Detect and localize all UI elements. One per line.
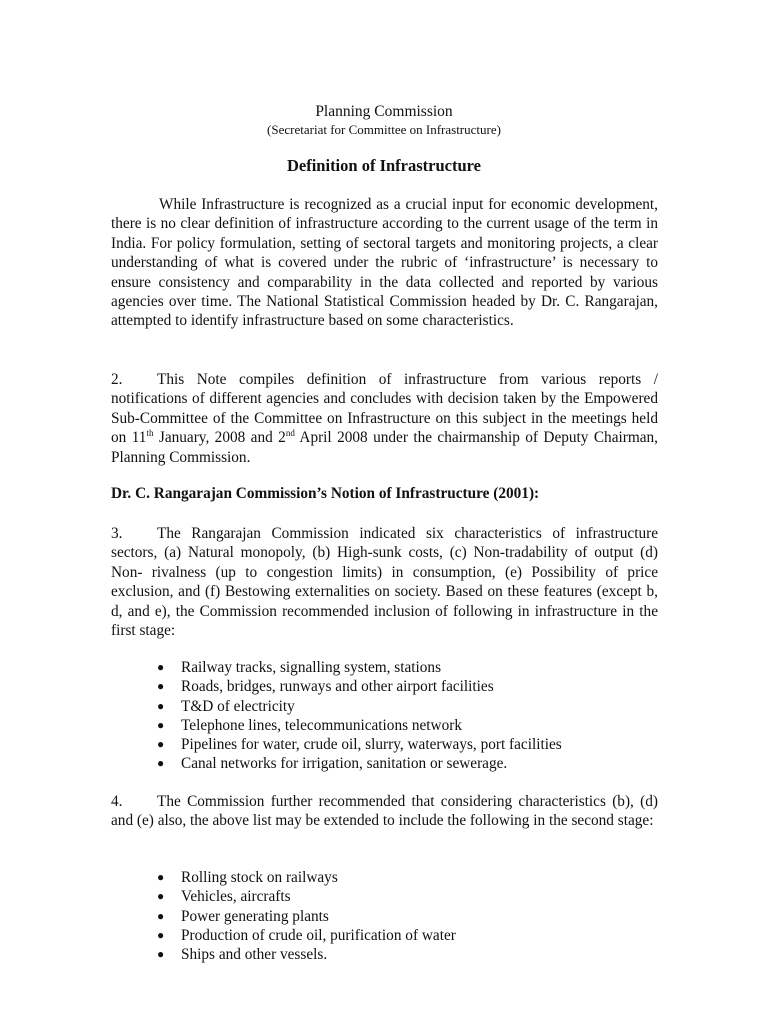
bullet-icon: ● [157,947,165,962]
bullet-icon: ● [157,927,165,942]
second-stage-list [111,868,671,964]
list-item [111,716,671,735]
paragraph-2-text-b: January, 2008 and 2 [153,429,286,447]
bullet-icon: ● [157,679,165,694]
bullet-icon: ● [157,660,165,674]
list-item [111,677,671,696]
bullet-icon: ● [157,908,165,923]
list-item-text: T&D of electricity [181,697,295,715]
list-item-text: Telephone lines, telecommunications network [181,716,462,734]
bullet-icon: ● [157,889,165,904]
list-item [111,735,671,754]
bullet-icon: ● [157,717,165,732]
paragraph-3-number: 3. [111,525,123,542]
list-item [111,945,671,964]
org-name: Planning Commission [315,103,453,120]
paragraph-2-text-a: This Note compiles definition of infrastructure from various reports / notifications of different agencies and concludes with decision taken by the Empowered Sub-Committee of the Committee on Infrastructure on this subject in the meetings held on 11 [111,371,658,447]
bullet-icon: ● [157,756,165,771]
first-stage-list [111,658,671,774]
paragraph-1: While Infrastructure is recognized as a crucial input for economic development, there is no clear definition of infrastructure according to the current usage of the term in India. For policy formulation, setting of sectoral targets and monitoring projects, a clear understanding of what is covered under the rubric of ‘infrastructure’ is necessary to ensure consistency and comparability in the data collected and reported by various agencies over time. The National Statistical Commission headed by Dr. C. Rangarajan, attempted to identify infrastructure based on some characteristics. [111,196,658,330]
list-item [111,907,671,926]
section-heading: Dr. C. Rangarajan Commission’s Notion of Infrastructure (2001): [111,485,540,502]
list-item-text: Power generating plants [181,907,329,925]
list-item-text: Railway tracks, signalling system, stations [181,659,442,676]
list-item-text: Vehicles, aircrafts [181,888,291,906]
paragraph-2-text-c: April 2008 under the chairmanship of Deputy Chairman, Planning Commission. [111,429,658,466]
bullet-icon: ● [157,870,165,884]
paragraph-2-number: 2. [111,371,123,388]
bullet-icon: ● [157,698,165,713]
paragraph-3-text: The Rangarajan Commission indicated six characteristics of infrastructure sectors, (a) Natural monopoly, (b) High-sunk costs, (c) Non-tradability of output (d) Non- rivalness (up to congestion limits) in consumption, (e) Possibility of price exclusion, and (f) Bestowing externalities on society. Based on these features (except b, d, and e), the Commission recommended inclusion of following in infrastructure in the first stage: [111,525,658,640]
superscript-th: th [146,428,154,439]
list-item [111,887,671,906]
org-subtitle: (Secretariat for Committee on Infrastructure) [267,122,501,137]
list-item-text: Canal networks for irrigation, sanitation or sewerage. [181,755,508,773]
list-item-text: Rolling stock on railways [181,869,338,886]
paragraph-3 [111,524,658,640]
list-item-text: Roads, bridges, runways and other airport facilities [181,678,494,696]
paragraph-4-number: 4. [111,793,123,810]
list-item [111,868,671,887]
bullet-icon: ● [157,737,165,752]
list-item [111,697,671,716]
list-item-text: Ships and other vessels. [181,946,328,964]
paragraph-2 [111,370,658,467]
list-item [111,754,671,773]
superscript-nd: nd [285,428,295,439]
list-item-text: Production of crude oil, purification of water [181,926,456,944]
list-item [111,926,671,945]
paragraph-4-text: The Commission further recommended that considering characteristics (b), (d) and (e) also, the above list may be extended to include the following in the second stage: [111,793,658,830]
paragraph-4 [111,792,658,831]
document-title: Definition of Infrastructure [286,156,481,175]
list-item [111,658,671,677]
list-item-text: Pipelines for water, crude oil, slurry, waterways, port facilities [181,736,562,754]
